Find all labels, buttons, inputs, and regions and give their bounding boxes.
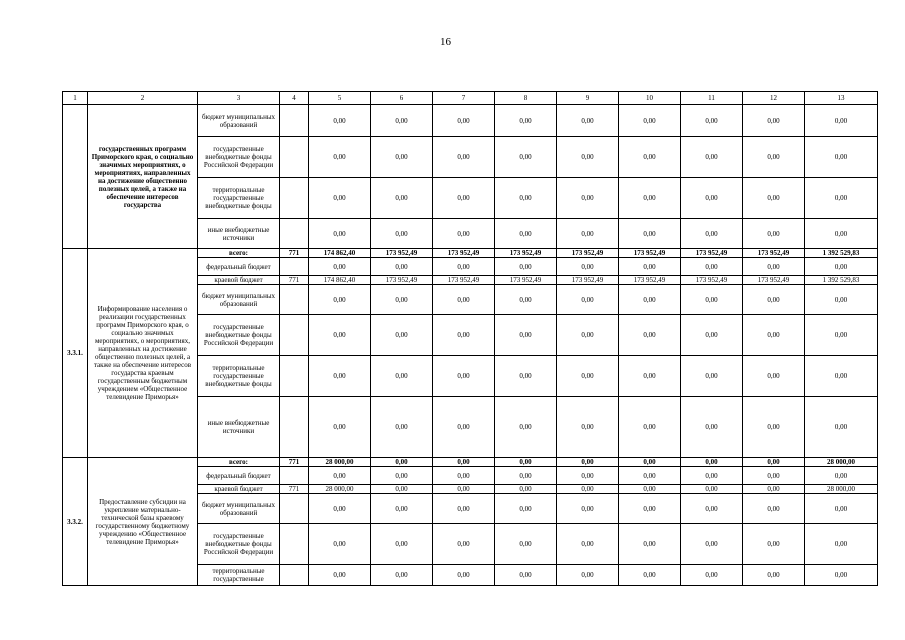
value-cell: 0,00 (619, 356, 681, 397)
funding-source: краевой бюджет (198, 276, 280, 285)
value-cell: 0,00 (433, 458, 495, 467)
funding-source: краевой бюджет (198, 485, 280, 494)
value-cell: 0,00 (619, 219, 681, 249)
value-cell: 0,00 (557, 105, 619, 137)
value-cell: 173 952,49 (619, 276, 681, 285)
column-header: 12 (743, 92, 805, 105)
value-cell: 0,00 (743, 485, 805, 494)
value-cell: 0,00 (557, 494, 619, 524)
value-cell: 0,00 (681, 178, 743, 219)
value-cell: 0,00 (681, 258, 743, 276)
value-cell: 0,00 (619, 494, 681, 524)
value-cell: 0,00 (805, 178, 878, 219)
value-cell: 0,00 (371, 105, 433, 137)
value-cell: 0,00 (743, 467, 805, 485)
value-cell: 0,00 (371, 524, 433, 565)
value-cell: 0,00 (309, 356, 371, 397)
value-cell: 0,00 (557, 458, 619, 467)
funding-source: иные внебюджетные источники (198, 219, 280, 249)
value-cell: 0,00 (619, 524, 681, 565)
value-cell: 0,00 (681, 467, 743, 485)
grbs-cell: 771 (280, 249, 309, 258)
value-cell: 0,00 (495, 565, 557, 586)
value-cell: 0,00 (433, 137, 495, 178)
value-cell: 173 952,49 (495, 276, 557, 285)
grbs-cell (280, 137, 309, 178)
value-cell: 28 000,00 (309, 458, 371, 467)
value-cell: 0,00 (495, 105, 557, 137)
value-cell: 0,00 (557, 565, 619, 586)
item-code: 3.3.2. (63, 458, 88, 586)
value-cell: 0,00 (681, 315, 743, 356)
value-cell: 0,00 (805, 285, 878, 315)
value-cell: 1 392 529,83 (805, 276, 878, 285)
value-cell: 0,00 (805, 565, 878, 586)
value-cell: 0,00 (743, 458, 805, 467)
value-cell: 0,00 (495, 137, 557, 178)
value-cell: 0,00 (309, 178, 371, 219)
funding-source: иные внебюджетные источники (198, 397, 280, 458)
value-cell: 0,00 (309, 258, 371, 276)
table-row (63, 249, 878, 258)
value-cell: 0,00 (681, 458, 743, 467)
value-cell: 0,00 (805, 258, 878, 276)
value-cell: 0,00 (495, 178, 557, 219)
value-cell: 173 952,49 (371, 249, 433, 258)
value-cell: 0,00 (371, 467, 433, 485)
column-header: 10 (619, 92, 681, 105)
value-cell: 0,00 (743, 494, 805, 524)
value-cell: 0,00 (805, 524, 878, 565)
value-cell: 0,00 (805, 315, 878, 356)
value-cell: 0,00 (433, 485, 495, 494)
value-cell: 0,00 (495, 467, 557, 485)
value-cell: 173 952,49 (743, 276, 805, 285)
value-cell: 0,00 (371, 356, 433, 397)
value-cell: 0,00 (433, 105, 495, 137)
value-cell: 0,00 (371, 258, 433, 276)
column-header: 13 (805, 92, 878, 105)
value-cell: 0,00 (371, 458, 433, 467)
value-cell: 0,00 (805, 219, 878, 249)
value-cell: 0,00 (433, 258, 495, 276)
value-cell: 0,00 (371, 178, 433, 219)
grbs-cell: 771 (280, 485, 309, 494)
value-cell: 0,00 (681, 524, 743, 565)
value-cell: 0,00 (619, 467, 681, 485)
funding-source: бюджет муниципальных образований (198, 494, 280, 524)
value-cell: 0,00 (619, 397, 681, 458)
item-name: государственных программ Приморского края, о социально значимых мероприятиях, о мероприятиях, направленных на достижение общественно полезных целей, а также на обеспечение интересов государства (88, 105, 198, 249)
value-cell: 0,00 (309, 397, 371, 458)
value-cell: 0,00 (743, 285, 805, 315)
column-header: 7 (433, 92, 495, 105)
value-cell: 0,00 (681, 219, 743, 249)
budget-table (62, 91, 878, 586)
value-cell: 0,00 (743, 315, 805, 356)
value-cell: 0,00 (433, 356, 495, 397)
value-cell: 174 862,40 (309, 276, 371, 285)
value-cell: 0,00 (433, 397, 495, 458)
value-cell: 1 392 529,83 (805, 249, 878, 258)
grbs-cell: 771 (280, 276, 309, 285)
value-cell: 28 000,00 (309, 485, 371, 494)
value-cell: 0,00 (495, 524, 557, 565)
value-cell: 0,00 (681, 356, 743, 397)
item-name: Информирование населения о реализации государственных программ Приморского края, о социально значимых мероприятиях, о мероприятиях, направленных на достижение общественно полезных целей, а также на обеспечение интересов государства краевым государственным бюджетным учреждением «Общественное телевидение Приморья» (88, 249, 198, 458)
value-cell: 0,00 (309, 524, 371, 565)
funding-source: всего: (198, 249, 280, 258)
column-header: 4 (280, 92, 309, 105)
value-cell: 0,00 (681, 105, 743, 137)
item-code-cell (63, 105, 88, 249)
value-cell: 0,00 (371, 137, 433, 178)
value-cell: 0,00 (433, 494, 495, 524)
grbs-cell (280, 565, 309, 586)
value-cell: 0,00 (495, 285, 557, 315)
value-cell: 0,00 (309, 467, 371, 485)
value-cell: 173 952,49 (743, 249, 805, 258)
value-cell: 0,00 (371, 494, 433, 524)
value-cell: 0,00 (681, 494, 743, 524)
value-cell: 173 952,49 (619, 249, 681, 258)
column-header: 5 (309, 92, 371, 105)
value-cell: 0,00 (309, 105, 371, 137)
header-row (63, 92, 878, 105)
grbs-cell (280, 178, 309, 219)
value-cell: 0,00 (557, 315, 619, 356)
value-cell: 0,00 (743, 219, 805, 249)
value-cell: 0,00 (681, 565, 743, 586)
column-header: 6 (371, 92, 433, 105)
grbs-cell (280, 219, 309, 249)
value-cell: 0,00 (433, 178, 495, 219)
value-cell: 0,00 (681, 397, 743, 458)
funding-source: федеральный бюджет (198, 258, 280, 276)
value-cell: 0,00 (433, 467, 495, 485)
funding-source: государственные внебюджетные фонды Российской Федерации (198, 524, 280, 565)
value-cell: 0,00 (619, 285, 681, 315)
value-cell: 0,00 (805, 137, 878, 178)
value-cell: 0,00 (619, 105, 681, 137)
grbs-cell (280, 467, 309, 485)
value-cell: 0,00 (371, 485, 433, 494)
value-cell: 0,00 (371, 397, 433, 458)
table-row (63, 458, 878, 467)
value-cell: 0,00 (743, 137, 805, 178)
funding-source: территориальные государственные внебюджетные фонды (198, 178, 280, 219)
value-cell: 0,00 (619, 565, 681, 586)
value-cell: 0,00 (557, 219, 619, 249)
value-cell: 0,00 (743, 356, 805, 397)
item-name: Предоставление субсидии на укрепление материально-технической базы краевому государственному бюджетному учреждению «Общественное телевидение Приморья» (88, 458, 198, 586)
column-header: 3 (198, 92, 280, 105)
value-cell: 0,00 (495, 356, 557, 397)
value-cell: 0,00 (309, 285, 371, 315)
value-cell: 0,00 (557, 137, 619, 178)
value-cell: 28 000,00 (805, 485, 878, 494)
value-cell: 28 000,00 (805, 458, 878, 467)
column-header: 1 (63, 92, 88, 105)
value-cell: 0,00 (743, 105, 805, 137)
column-header: 11 (681, 92, 743, 105)
value-cell: 0,00 (433, 285, 495, 315)
value-cell: 0,00 (371, 285, 433, 315)
funding-source: территориальные государственные внебюджетные фонды (198, 356, 280, 397)
grbs-cell: 771 (280, 458, 309, 467)
value-cell: 0,00 (433, 315, 495, 356)
value-cell: 0,00 (557, 178, 619, 219)
value-cell: 0,00 (309, 137, 371, 178)
value-cell: 0,00 (619, 315, 681, 356)
value-cell: 0,00 (309, 565, 371, 586)
funding-source: федеральный бюджет (198, 467, 280, 485)
value-cell: 0,00 (681, 285, 743, 315)
value-cell: 0,00 (309, 494, 371, 524)
grbs-cell (280, 397, 309, 458)
value-cell: 0,00 (805, 494, 878, 524)
value-cell: 0,00 (495, 315, 557, 356)
value-cell: 0,00 (619, 485, 681, 494)
value-cell: 0,00 (743, 524, 805, 565)
grbs-cell (280, 315, 309, 356)
value-cell: 0,00 (743, 178, 805, 219)
value-cell: 173 952,49 (681, 276, 743, 285)
grbs-cell (280, 524, 309, 565)
value-cell: 0,00 (433, 524, 495, 565)
value-cell: 173 952,49 (557, 249, 619, 258)
funding-source: всего: (198, 458, 280, 467)
value-cell: 174 862,40 (309, 249, 371, 258)
value-cell: 0,00 (557, 485, 619, 494)
grbs-cell (280, 494, 309, 524)
value-cell: 0,00 (433, 219, 495, 249)
page-number: 16 (440, 36, 451, 48)
value-cell: 0,00 (743, 397, 805, 458)
value-cell: 0,00 (557, 258, 619, 276)
value-cell: 0,00 (557, 467, 619, 485)
value-cell: 0,00 (619, 137, 681, 178)
value-cell: 0,00 (495, 458, 557, 467)
value-cell: 173 952,49 (495, 249, 557, 258)
value-cell: 0,00 (495, 219, 557, 249)
value-cell: 0,00 (805, 356, 878, 397)
value-cell: 0,00 (433, 565, 495, 586)
column-header: 8 (495, 92, 557, 105)
value-cell: 0,00 (557, 397, 619, 458)
value-cell: 0,00 (681, 485, 743, 494)
value-cell: 173 952,49 (557, 276, 619, 285)
value-cell: 0,00 (619, 458, 681, 467)
value-cell: 0,00 (681, 137, 743, 178)
grbs-cell (280, 105, 309, 137)
value-cell: 0,00 (309, 315, 371, 356)
funding-source: государственные внебюджетные фонды Российской Федерации (198, 137, 280, 178)
value-cell: 173 952,49 (433, 276, 495, 285)
value-cell: 0,00 (557, 356, 619, 397)
value-cell: 0,00 (557, 285, 619, 315)
value-cell: 0,00 (805, 397, 878, 458)
funding-source: территориальные государственные (198, 565, 280, 586)
grbs-cell (280, 258, 309, 276)
column-header: 2 (88, 92, 198, 105)
value-cell: 0,00 (805, 467, 878, 485)
funding-source: бюджет муниципальных образований (198, 285, 280, 315)
table-row (63, 105, 878, 137)
value-cell: 0,00 (557, 524, 619, 565)
value-cell: 173 952,49 (371, 276, 433, 285)
grbs-cell (280, 356, 309, 397)
value-cell: 0,00 (371, 565, 433, 586)
value-cell: 0,00 (495, 485, 557, 494)
value-cell: 0,00 (495, 258, 557, 276)
value-cell: 0,00 (371, 219, 433, 249)
grbs-cell (280, 285, 309, 315)
value-cell: 0,00 (743, 565, 805, 586)
funding-source: бюджет муниципальных образований (198, 105, 280, 137)
value-cell: 0,00 (309, 219, 371, 249)
value-cell: 0,00 (619, 258, 681, 276)
item-code: 3.3.1. (63, 249, 88, 458)
value-cell: 0,00 (371, 315, 433, 356)
value-cell: 0,00 (805, 105, 878, 137)
value-cell: 173 952,49 (681, 249, 743, 258)
value-cell: 0,00 (619, 178, 681, 219)
value-cell: 0,00 (743, 258, 805, 276)
value-cell: 0,00 (495, 494, 557, 524)
column-header: 9 (557, 92, 619, 105)
value-cell: 0,00 (495, 397, 557, 458)
funding-source: государственные внебюджетные фонды Российской Федерации (198, 315, 280, 356)
value-cell: 173 952,49 (433, 249, 495, 258)
